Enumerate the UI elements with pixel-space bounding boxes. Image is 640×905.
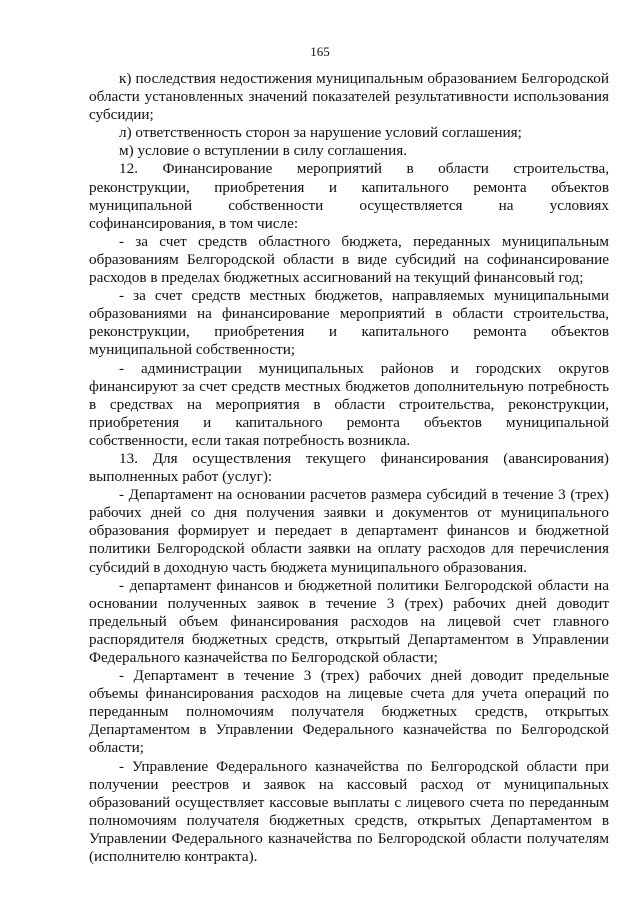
paragraph-m: м) условие о вступлении в силу соглашения.	[119, 142, 408, 160]
paragraph-12: 12. Финансирование мероприятий в области строительства, реконструкции, приобретения и капитального ремонта объектов муниципальной собственности осуществляется на условиях софинансирования, в том числе:	[89, 160, 609, 232]
paragraph-13-item-department: - Департамент на основании расчетов размера субсидий в течение 3 (трех) рабочих дней со дня получения заявки и документов от муниципального образования формирует и передает в департамент финансов и бюджетной политики Белгородской области заявки на оплату расходов для перечисления субсидий в доходную часть бюджета муниципального образования.	[89, 486, 609, 576]
document-body	[89, 70, 609, 866]
paragraph-12-item-local: - за счет средств местных бюджетов, направляемых муниципальными образованиями на финансирование мероприятий в области строительства, реконструкции, приобретения и капитального ремонта объектов муниципальной собственности;	[89, 287, 609, 359]
paragraph-l: л) ответственность сторон за нарушение условий соглашения;	[119, 124, 522, 142]
paragraph-12-item-regional: - за счет средств областного бюджета, переданных муниципальным образованиям Белгородской области в виде субсидий на софинансирование расходов в пределах бюджетных ассигнований на текущий финансовый год;	[89, 232, 609, 287]
paragraph-12-item-administrations: - администрации муниципальных районов и городских округов финансируют за счет средств местных бюджетов дополнительную потребность в средствах на мероприятия в области строительства, реконструкции, приобретения и капитального ремонта объектов муниципальной собственности, если такая потребность возникла.	[89, 359, 609, 449]
paragraph-13-item-finance: - департамент финансов и бюджетной политики Белгородской области на основании полученных заявок в течение 3 (трех) рабочих дней доводит предельный объем финансирования расходов на лицевой счет главного распорядителя бюджетных средств, открытый Департаментом в Управлении Федерального казначейства по Белгородской области;	[89, 576, 609, 666]
paragraph-13-item-limits: - Департамент в течение 3 (трех) рабочих дней доводит предельные объемы финансирования расходов на лицевые счета для учета операций по переданным полномочиям получателя бюджетных средств, открытых Департаментом в Управлении Федерального казначейства по Белгородской области;	[89, 667, 609, 757]
paragraph-k: к) последствия недостижения муниципальным образованием Белгородской области установленных значений показателей результативности использования субсидии;	[89, 70, 609, 124]
page-number: 165	[310, 44, 330, 59]
paragraph-13-item-treasury: - Управление Федерального казначейства по Белгородской области при получении реестров и заявок на кассовый расход от муниципальных образований осуществляет кассовые выплаты с лицевого счета по переданным полномочиям получателя бюджетных средств, открытых Департаментом в Управлении Федерального казначейства по Белгородской области получателям (исполнителю контракта).	[89, 757, 609, 866]
paragraph-13: 13. Для осуществления текущего финансирования (авансирования) выполненных работ (услуг):	[89, 449, 609, 486]
